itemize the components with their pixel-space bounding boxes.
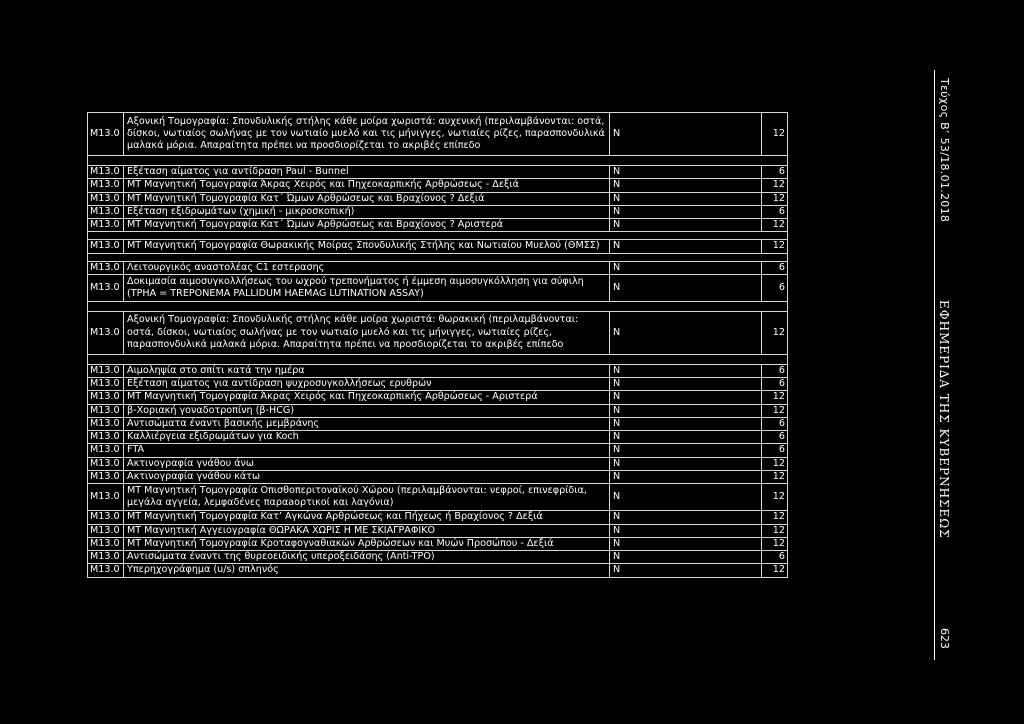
- description-cell: Εξέταση εξιδρωμάτων (χημική - μικροσκοπική): [124, 205, 610, 218]
- spacer-cell: [88, 301, 124, 311]
- description-cell: ΜΤ Μαγνητική Τομογραφία Κατ΄ Ώμων Αρθρώσεως και Βραχίονος ? Δεξιά: [124, 192, 610, 205]
- description-cell: Αντισώματα έναντι της θυρεοειδικής υπεροξειδάσης (Anti-TPO): [124, 551, 610, 564]
- type-cell: N: [610, 240, 762, 253]
- spacer-cell: [88, 354, 124, 364]
- row-spacer: [88, 354, 788, 364]
- description-cell: ΜΤ Μαγνητική Τομογραφία Οπισθοπεριτοναϊκού Χώρου (περιλαμβάνονται: νεφροί, επινεφρίδια, μεγάλα αγγεία, λεμφαδένες παραaορτικοί και λαγόνια): [124, 484, 610, 511]
- table-row: [88, 240, 788, 253]
- page-number: 623: [938, 628, 951, 649]
- value-cell: 12: [762, 537, 788, 550]
- type-cell: N: [610, 378, 762, 391]
- table-row: [88, 470, 788, 483]
- type-cell: N: [610, 219, 762, 232]
- exam-table: [87, 112, 788, 578]
- code-cell: M13.0: [88, 192, 124, 205]
- type-cell: N: [610, 524, 762, 537]
- value-cell: 6: [762, 261, 788, 274]
- description-cell: FTA: [124, 444, 610, 457]
- description-cell: Δοκιμασία αιμοσυγκολλήσεως του ωχρού τρεπονήματος ή έμμεση αιμοσυγκόλληση για σύφιλη (TPHA = TREPONEMA PALLIDUM HAEMAG LUTINATION ASSAY): [124, 274, 610, 301]
- table-row: [88, 378, 788, 391]
- code-cell: M13.0: [88, 179, 124, 192]
- code-cell: M13.0: [88, 457, 124, 470]
- table-row: [88, 431, 788, 444]
- type-cell: N: [610, 364, 762, 377]
- spacer-cell: [88, 253, 124, 261]
- code-cell: M13.0: [88, 219, 124, 232]
- gazette-title: ΕΦΗΜΕΡΙ∆Α ΤΗΣ ΚΥΒΕΡΝΗΣΕΩΣ: [937, 300, 951, 539]
- code-cell: M13.0: [88, 113, 124, 156]
- description-cell: Αιμοληψία στο σπίτι κατά την ημέρα: [124, 364, 610, 377]
- table-row: [88, 364, 788, 377]
- spacer-cell: [610, 301, 762, 311]
- code-cell: M13.0: [88, 311, 124, 354]
- description-cell: ΜΤ Μαγνητική Τομογραφία Κροταφογναθιακών Αρθρώσεων και Μυών Προσώπου - Δεξιά: [124, 537, 610, 550]
- type-cell: N: [610, 417, 762, 430]
- table-row: [88, 179, 788, 192]
- spacer-cell: [762, 232, 788, 240]
- value-cell: 12: [762, 391, 788, 404]
- code-cell: M13.0: [88, 511, 124, 524]
- code-cell: M13.0: [88, 274, 124, 301]
- value-cell: 6: [762, 417, 788, 430]
- spacer-cell: [762, 156, 788, 166]
- code-cell: M13.0: [88, 444, 124, 457]
- table-row: [88, 205, 788, 218]
- code-cell: M13.0: [88, 524, 124, 537]
- code-cell: M13.0: [88, 417, 124, 430]
- code-cell: M13.0: [88, 261, 124, 274]
- type-cell: N: [610, 551, 762, 564]
- type-cell: N: [610, 391, 762, 404]
- type-cell: N: [610, 444, 762, 457]
- side-divider: [934, 70, 935, 660]
- issue-label: Τεύχος Β’ 53/18.01.2018: [938, 78, 951, 223]
- value-cell: 12: [762, 113, 788, 156]
- code-cell: M13.0: [88, 205, 124, 218]
- table-row: [88, 551, 788, 564]
- code-cell: M13.0: [88, 537, 124, 550]
- row-spacer: [88, 232, 788, 240]
- code-cell: M13.0: [88, 240, 124, 253]
- spacer-cell: [610, 232, 762, 240]
- type-cell: N: [610, 261, 762, 274]
- value-cell: 12: [762, 484, 788, 511]
- exam-table-body: [88, 113, 788, 578]
- code-cell: M13.0: [88, 431, 124, 444]
- value-cell: 6: [762, 364, 788, 377]
- description-cell: ΜΤ Μαγνητική Τομογραφία Κατ΄ Ώμων Αρθρώσεως και Βραχίονος ? Αριστερά: [124, 219, 610, 232]
- value-cell: 6: [762, 551, 788, 564]
- value-cell: 12: [762, 179, 788, 192]
- description-cell: ΜΤ Μαγνητική Τομογραφία Κατ’ Αγκώνα Αρθρώσεως και Πήχεως ή Βραχίονος ? Δεξιά: [124, 511, 610, 524]
- table-row: [88, 192, 788, 205]
- value-cell: 6: [762, 166, 788, 179]
- spacer-cell: [88, 156, 124, 166]
- value-cell: 12: [762, 240, 788, 253]
- table-row: [88, 511, 788, 524]
- table-row: [88, 524, 788, 537]
- value-cell: 6: [762, 431, 788, 444]
- type-cell: N: [610, 166, 762, 179]
- description-cell: ΜΤ Μαγνητική Τομογραφία Άκρας Χειρός και Πηχεοκαρπικής Αρθρώσεως - Δεξιά: [124, 179, 610, 192]
- code-cell: M13.0: [88, 551, 124, 564]
- description-cell: β-Χοριακή γοναδοτροπίνη (β-HCG): [124, 404, 610, 417]
- row-spacer: [88, 253, 788, 261]
- type-cell: N: [610, 537, 762, 550]
- value-cell: 12: [762, 564, 788, 577]
- code-cell: M13.0: [88, 378, 124, 391]
- value-cell: 12: [762, 524, 788, 537]
- spacer-cell: [124, 301, 610, 311]
- spacer-cell: [610, 253, 762, 261]
- table-row: [88, 261, 788, 274]
- type-cell: N: [610, 274, 762, 301]
- code-cell: M13.0: [88, 166, 124, 179]
- table-row: [88, 484, 788, 511]
- table-row: [88, 564, 788, 577]
- table-row: [88, 391, 788, 404]
- code-cell: M13.0: [88, 470, 124, 483]
- spacer-cell: [124, 253, 610, 261]
- spacer-cell: [88, 232, 124, 240]
- type-cell: N: [610, 205, 762, 218]
- spacer-cell: [762, 301, 788, 311]
- type-cell: N: [610, 404, 762, 417]
- description-cell: Ακτινογραφία γνάθου άνω: [124, 457, 610, 470]
- type-cell: N: [610, 431, 762, 444]
- value-cell: 6: [762, 274, 788, 301]
- value-cell: 12: [762, 457, 788, 470]
- description-cell: Λειτουργικός αναστολέας C1 εστερασης: [124, 261, 610, 274]
- type-cell: N: [610, 113, 762, 156]
- table-row: [88, 404, 788, 417]
- value-cell: 12: [762, 470, 788, 483]
- type-cell: N: [610, 311, 762, 354]
- type-cell: N: [610, 457, 762, 470]
- value-cell: 12: [762, 311, 788, 354]
- description-cell: Αξονική Τομογραφία: Σπονδυλικής στήλης κάθε μοίρα χωριστά: θωρακική (περιλαμβάνονται: οστά, δίσκοι, νωτιαίος σωλήνας με τον νωτιαίο μυελό και τις μήνιγγες, νωτιαίες ρίζες, παρασπονδυλικά μαλακά μόρια. Απαραίτητα πρέπει να προσδιορίζεται το ακριβές επίπεδο: [124, 311, 610, 354]
- spacer-cell: [610, 156, 762, 166]
- table-row: [88, 219, 788, 232]
- type-cell: N: [610, 564, 762, 577]
- row-spacer: [88, 156, 788, 166]
- value-cell: 6: [762, 205, 788, 218]
- type-cell: N: [610, 484, 762, 511]
- row-spacer: [88, 301, 788, 311]
- type-cell: N: [610, 470, 762, 483]
- table-row: [88, 444, 788, 457]
- table-row: [88, 274, 788, 301]
- description-cell: ΜΤ Μαγνητική Τομογραφία Άκρας Χειρός και Πηχεοκαρπικής Αρθρώσεως - Αριστερά: [124, 391, 610, 404]
- code-cell: M13.0: [88, 564, 124, 577]
- spacer-cell: [762, 354, 788, 364]
- type-cell: N: [610, 511, 762, 524]
- value-cell: 12: [762, 219, 788, 232]
- table-row: [88, 311, 788, 354]
- table-row: [88, 417, 788, 430]
- code-cell: M13.0: [88, 391, 124, 404]
- table-row: [88, 457, 788, 470]
- table-row: [88, 537, 788, 550]
- table-row: [88, 166, 788, 179]
- value-cell: 6: [762, 378, 788, 391]
- type-cell: N: [610, 192, 762, 205]
- code-cell: M13.0: [88, 404, 124, 417]
- description-cell: Εξέταση αίματος για αντίδραση Paul - Bunnel: [124, 166, 610, 179]
- description-cell: Υπερηχογράφημα (u/s) σπληνός: [124, 564, 610, 577]
- value-cell: 12: [762, 192, 788, 205]
- spacer-cell: [124, 156, 610, 166]
- spacer-cell: [762, 253, 788, 261]
- description-cell: Εξέταση αίματος για αντίδραση ψυχροσυγκολλήσεως ερυθρών: [124, 378, 610, 391]
- table-row: [88, 113, 788, 156]
- spacer-cell: [124, 232, 610, 240]
- description-cell: Καλλιέργεια εξιδρωμάτων για Koch: [124, 431, 610, 444]
- type-cell: N: [610, 179, 762, 192]
- value-cell: 6: [762, 444, 788, 457]
- code-cell: M13.0: [88, 364, 124, 377]
- spacer-cell: [610, 354, 762, 364]
- description-cell: Αντισώματα έναντι βασικής μεμβράνης: [124, 417, 610, 430]
- description-cell: Ακτινογραφία γνάθου κάτω: [124, 470, 610, 483]
- value-cell: 12: [762, 404, 788, 417]
- value-cell: 12: [762, 511, 788, 524]
- code-cell: M13.0: [88, 484, 124, 511]
- spacer-cell: [124, 354, 610, 364]
- description-cell: ΜΤ Μαγνητική Αγγειογραφία ΘΩΡΑΚΑ ΧΩΡΙΣ Η ΜΕ ΣΚΙΑΓΡΑΦΙΚΟ: [124, 524, 610, 537]
- description-cell: ΜΤ Μαγνητική Τομογραφία Θωρακικής Μοίρας Σπονδυλικής Στήλης και Νωτιαίου Μυελού (ΘΜΣΣ): [124, 240, 610, 253]
- description-cell: Αξονική Τομογραφία: Σπονδυλικής στήλης κάθε μοίρα χωριστά: αυχενική (περιλαμβάνονται: οστά, δίσκοι, νωτιαίος σωλήνας με τον νωτιαίο μυελό και τις μήνιγγες, νωτιαίες ρίζες, παρασπονδυλικά μαλακά μόρια. Απαραίτητα πρέπει να προσδιορίζεται το ακριβές επίπεδο: [124, 113, 610, 156]
